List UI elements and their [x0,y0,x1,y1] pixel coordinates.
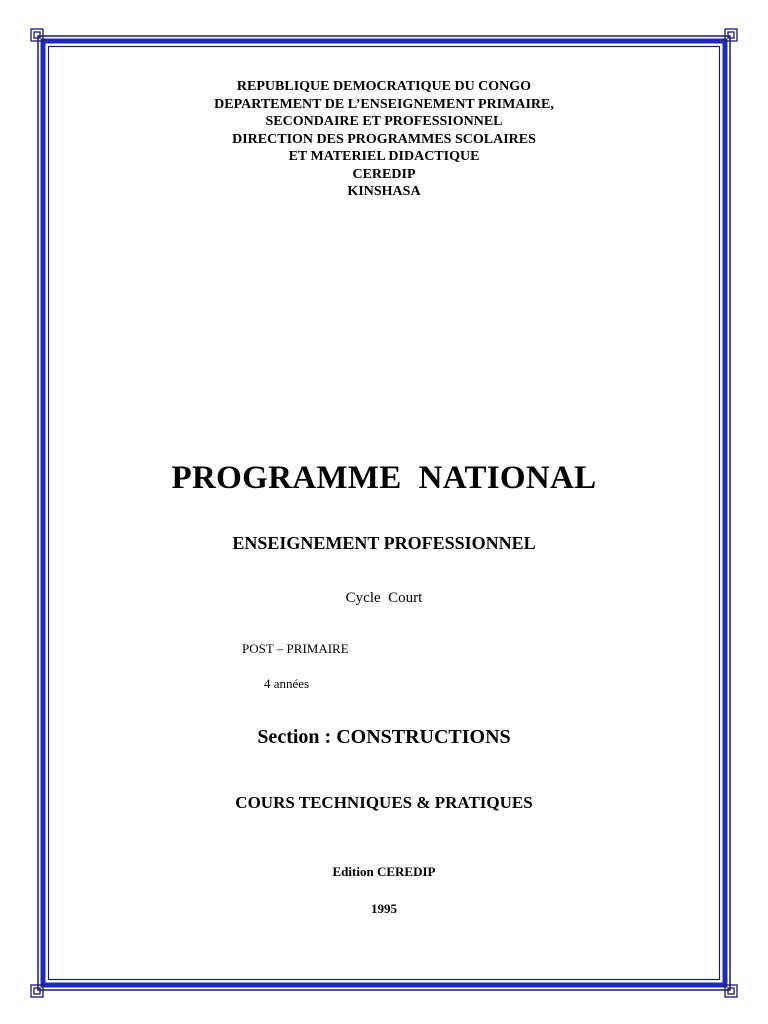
document-subtitle: ENSEIGNEMENT PROFESSIONNEL [232,533,536,553]
edition-label: Edition CEREDIP [332,864,436,879]
level-label: POST – PRIMAIRE [242,641,349,656]
duration-label: 4 années [264,676,310,691]
header-line-country: REPUBLIQUE DEMOCRATIQUE DU CONGO [236,79,532,94]
header-line-organization: CEREDIP [352,166,416,182]
courses-title: COURS TECHNIQUES & PRATIQUES [235,793,533,812]
header-line-department-cont: SECONDAIRE ET PROFESSIONNEL [265,114,503,129]
section-title: Section : CONSTRUCTIONS [257,726,511,748]
cycle-label: Cycle Court [345,590,423,606]
header-line-direction-cont: ET MATERIEL DIDACTIQUE [288,149,480,164]
header-line-direction: DIRECTION DES PROGRAMMES SCOLAIRES [232,131,536,147]
header-line-city: KINSHASA [347,184,421,199]
issuing-authority-header [0,78,768,201]
header-line-department: DEPARTEMENT DE L’ENSEIGNEMENT PRIMAIRE, [214,96,554,112]
document-title: PROGRAMME NATIONAL [171,460,597,496]
publication-year: 1995 [371,901,397,916]
